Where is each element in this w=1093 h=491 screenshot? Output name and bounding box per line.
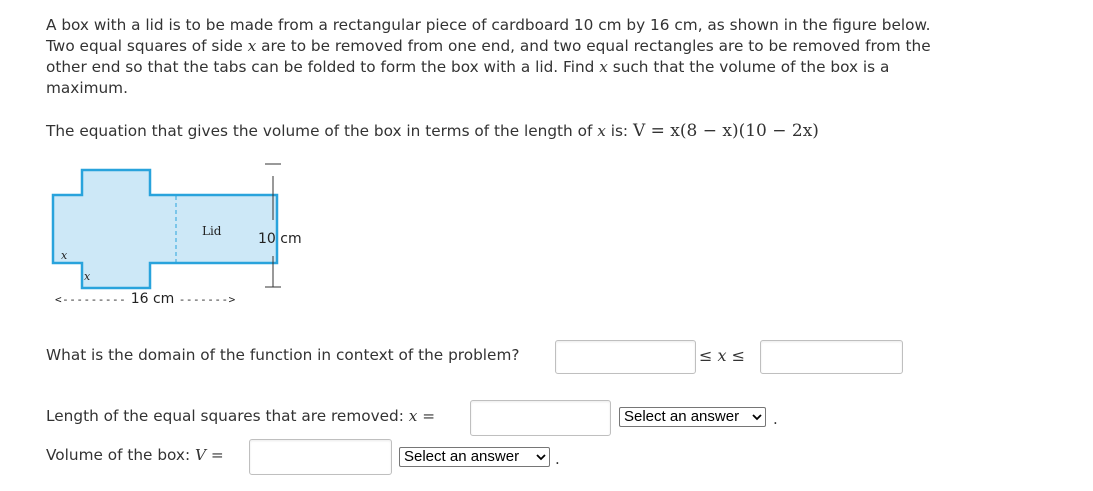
- length-question-text: Length of the equal squares that are removed:: [46, 407, 409, 425]
- cardboard-figure: [44, 160, 314, 320]
- volume-eq: =: [206, 446, 224, 464]
- volume-unit-select[interactable]: [399, 447, 550, 467]
- chevron-down-icon: [752, 412, 762, 422]
- square-side-label: x: [61, 249, 68, 262]
- problem-statement: [46, 15, 946, 99]
- equation-prefix: The equation that gives the volume of the box in terms of the length of: [46, 122, 598, 140]
- domain-lower-input[interactable]: [555, 340, 696, 374]
- length-period: .: [773, 410, 778, 428]
- volume-period: .: [555, 450, 560, 468]
- domain-upper-input[interactable]: [760, 340, 903, 374]
- problem-var-x-2: x: [599, 58, 608, 76]
- domain-question-text: What is the domain of the function in context of the problem?: [46, 346, 520, 364]
- volume-input[interactable]: [249, 439, 392, 475]
- domain-le-2: ≤: [731, 346, 746, 365]
- width-arrow-right: ------->: [178, 293, 236, 306]
- equation-var: x: [597, 122, 606, 140]
- width-arrow-left: <---------: [55, 293, 127, 306]
- length-unit-select-label: Select an answer: [624, 408, 740, 425]
- equation-formula: V = x(8 − x)(10 − 2x): [632, 121, 819, 141]
- volume-unit-select-label: Select an answer: [404, 448, 520, 465]
- equation-mid: is:: [605, 122, 633, 140]
- length-question: [46, 407, 435, 425]
- length-var: x: [408, 407, 418, 425]
- volume-question-text: Volume of the box:: [46, 446, 195, 464]
- length-unit-select[interactable]: [619, 407, 766, 427]
- volume-equation: [46, 120, 819, 142]
- lid-label: Lid: [202, 224, 222, 238]
- length-input[interactable]: [470, 400, 611, 436]
- domain-inequality: [699, 346, 745, 365]
- volume-var: V: [195, 446, 207, 464]
- problem-text-2: are to be removed from one end, and two equal rectangles are to be removed from the other end so that the tabs can be folded to form the box with a lid. Find: [46, 37, 931, 76]
- volume-question: [46, 446, 224, 464]
- domain-question: [46, 346, 520, 364]
- width-label: 16 cm: [130, 291, 175, 307]
- square-side-label-2: x: [84, 270, 91, 283]
- domain-var: x: [717, 346, 727, 365]
- height-label: 10 cm: [258, 231, 302, 247]
- chevron-down-icon: [536, 452, 546, 462]
- width-dimension: [55, 291, 236, 307]
- length-eq: =: [417, 407, 436, 425]
- domain-le-1: ≤: [699, 346, 713, 365]
- problem-var-x: x: [247, 37, 257, 55]
- problem-text-1: A box with a lid is to be made from a rectangular piece of cardboard 10 cm by 16 cm, as shown in the figure below. Two equal squares of side: [46, 16, 931, 55]
- problem-text-3: such that the volume of the box is a maximum.: [46, 58, 890, 97]
